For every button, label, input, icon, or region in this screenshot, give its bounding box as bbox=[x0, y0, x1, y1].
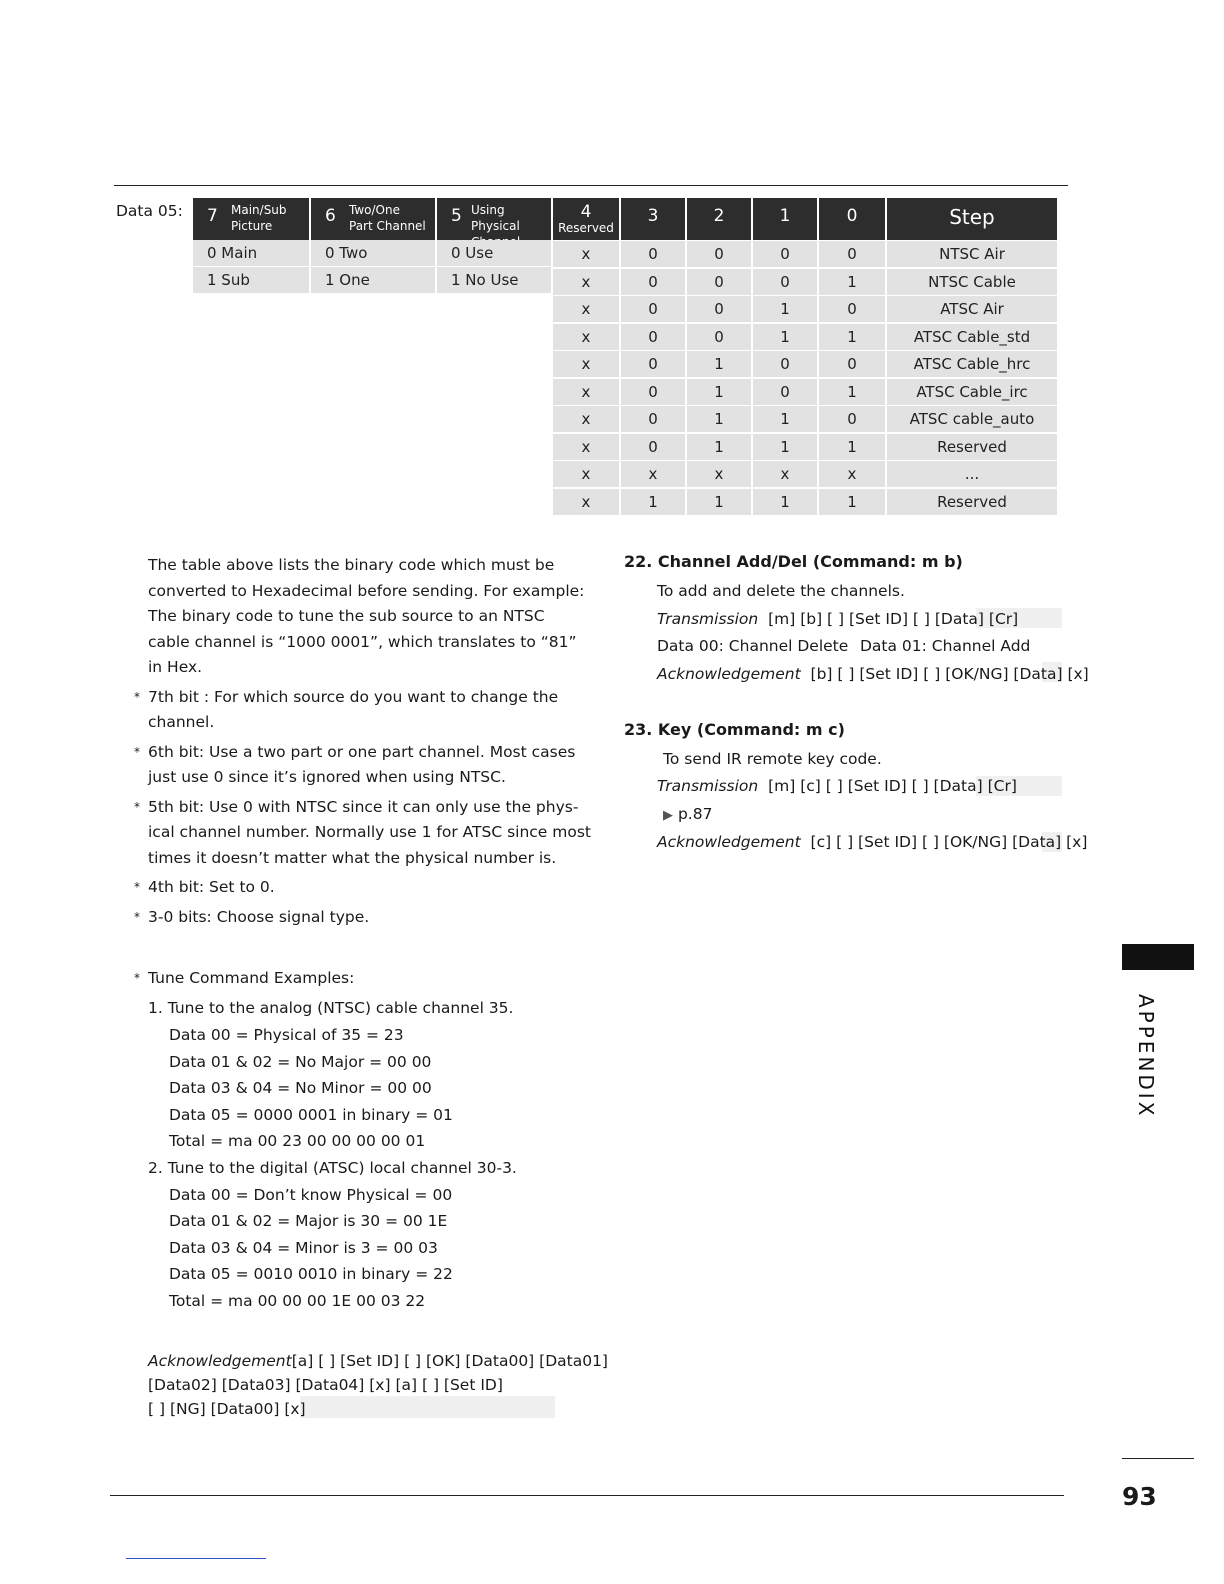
bit-cell: 1 bbox=[687, 489, 753, 516]
ack-label-2: Acknowledgement bbox=[657, 833, 801, 851]
top-rule bbox=[114, 185, 1068, 186]
intro-text: in Hex. bbox=[148, 658, 203, 676]
bit-cell: 0 bbox=[753, 379, 819, 406]
table-cell: 1 One bbox=[311, 267, 437, 294]
step-cell: ATSC Air bbox=[887, 296, 1059, 323]
table-cell: 0 Two bbox=[311, 240, 437, 267]
bit-cell: 1 bbox=[687, 406, 753, 433]
table-cell: 1 Sub bbox=[193, 267, 311, 294]
bullet-text: 6th bit: Use a two part or one part channel. Most cases bbox=[148, 742, 576, 761]
bit-cell: 0 bbox=[819, 241, 887, 268]
header-cell-8 bbox=[887, 198, 1059, 240]
bit-cell: 0 bbox=[687, 324, 753, 351]
header-bit-label: Reserved bbox=[558, 221, 614, 235]
bit-cell: x bbox=[553, 406, 621, 433]
bit-cell: 0 bbox=[621, 324, 687, 351]
bullet-marker: * bbox=[134, 689, 140, 704]
bit-cell: 0 bbox=[621, 269, 687, 296]
example-1-line: Data 03 & 04 = No Minor = 00 00 bbox=[169, 1079, 432, 1097]
bit-cell: 0 bbox=[621, 241, 687, 268]
bit-cell: 1 bbox=[819, 434, 887, 461]
bit-cell: x bbox=[553, 296, 621, 323]
header-bit-number: 3 bbox=[647, 206, 659, 226]
s22-ack-value: [b] [ ] [Set ID] [ ] [OK/NG] [Data] [x] bbox=[810, 665, 1089, 683]
bullet-marker: * bbox=[134, 971, 140, 985]
bit-cell: 0 bbox=[621, 434, 687, 461]
bit-cell: 1 bbox=[687, 434, 753, 461]
bit-cell: x bbox=[687, 461, 753, 488]
header-cell-2 bbox=[437, 198, 553, 240]
example-2-line: Data 00 = Don’t know Physical = 00 bbox=[169, 1185, 453, 1204]
bit-cell: x bbox=[553, 489, 621, 516]
s23-acknowledgement bbox=[657, 829, 1087, 855]
transmission-label-2: Transmission bbox=[657, 777, 759, 795]
page-ref: p.87 bbox=[677, 805, 713, 823]
ack-line-2: [Data02] [Data03] [Data04] [x] [a] [ ] [Set ID] bbox=[148, 1376, 503, 1394]
bit-cell: 1 bbox=[819, 324, 887, 351]
bit-cell: x bbox=[553, 461, 621, 488]
bit-cell: x bbox=[553, 379, 621, 406]
example-1-line: Data 05 = 0000 0001 in binary = 01 bbox=[169, 1105, 453, 1124]
bit-cell: 0 bbox=[621, 379, 687, 406]
step-cell: NTSC Cable bbox=[887, 269, 1059, 296]
bullet-text: 5th bit: Use 0 with NTSC since it can only use the phys- bbox=[148, 797, 579, 816]
header-cell-4 bbox=[621, 198, 687, 240]
header-bit-number: 1 bbox=[779, 206, 791, 226]
bit-cell: 0 bbox=[621, 406, 687, 433]
ack-shade-left bbox=[300, 1396, 555, 1418]
step-cell: Reserved bbox=[887, 489, 1059, 516]
table-cell: 1 No Use bbox=[437, 267, 553, 294]
bottom-rule bbox=[110, 1495, 1064, 1496]
header-cell-1 bbox=[311, 198, 437, 240]
ack-line-1-value: [a] [ ] [Set ID] [ ] [OK] [Data00] [Data01] bbox=[291, 1352, 608, 1370]
bullet-marker: * bbox=[134, 744, 140, 759]
bullet-marker: * bbox=[134, 880, 140, 894]
header-bit-number: 5 bbox=[451, 206, 462, 226]
transmission-label: Transmission bbox=[657, 610, 759, 628]
s22-tx-value: [m] [b] [ ] [Set ID] [ ] [Data] [Cr] bbox=[768, 610, 1019, 628]
bit-cell: 1 bbox=[753, 489, 819, 516]
s22-acknowledgement bbox=[657, 661, 1089, 687]
example-1-line: Total = ma 00 23 00 00 00 00 01 bbox=[169, 1132, 426, 1150]
bit-cell: 0 bbox=[687, 296, 753, 323]
s22-transmission bbox=[657, 606, 1018, 632]
header-bit-number: 6 bbox=[325, 206, 336, 226]
intro-text: cable channel is “1000 0001”, which translates to “81” bbox=[148, 632, 577, 651]
intro-text: The table above lists the binary code which must be bbox=[148, 556, 555, 574]
examples-title: Tune Command Examples: bbox=[148, 969, 355, 987]
section-23-desc: To send IR remote key code. bbox=[663, 750, 882, 768]
step-cell: ATSC Cable_hrc bbox=[887, 351, 1059, 378]
bit-cell: 1 bbox=[819, 489, 887, 516]
section-tab-block bbox=[1122, 944, 1194, 970]
s23-reference bbox=[663, 801, 712, 829]
bit-cell: 0 bbox=[819, 406, 887, 433]
bit-cell: 1 bbox=[753, 406, 819, 433]
bullet-text: 7th bit : For which source do you want to change the bbox=[148, 687, 559, 706]
table-cell: 0 Main bbox=[193, 240, 311, 267]
section-label: APPENDIX bbox=[1134, 994, 1158, 1119]
header-bit-label: Main/Sub Picture bbox=[231, 203, 287, 233]
bullet-text: 4th bit: Set to 0. bbox=[148, 878, 275, 896]
s23-ack-value: [c] [ ] [Set ID] [ ] [OK/NG] [Data] [x] bbox=[810, 833, 1088, 851]
header-cell-0 bbox=[193, 198, 311, 240]
step-cell: ATSC Cable_std bbox=[887, 324, 1059, 351]
bit-cell: 1 bbox=[687, 351, 753, 378]
example-2-line: Data 03 & 04 = Minor is 3 = 00 03 bbox=[169, 1238, 438, 1257]
example-2-title: 2. Tune to the digital (ATSC) local channel 30-3. bbox=[148, 1158, 517, 1177]
bit-cell: x bbox=[553, 324, 621, 351]
bit-cell: 0 bbox=[753, 351, 819, 378]
bullet-marker: * bbox=[134, 909, 140, 924]
bullet-text: channel. bbox=[148, 713, 215, 731]
s22-data-b: Data 01: Channel Add bbox=[860, 637, 1031, 655]
bit-cell: 0 bbox=[753, 269, 819, 296]
step-cell: ATSC cable_auto bbox=[887, 406, 1059, 433]
intro-text: The binary code to tune the sub source to an NTSC bbox=[148, 607, 545, 625]
bit-cell: 1 bbox=[753, 296, 819, 323]
bit-cell: 1 bbox=[753, 434, 819, 461]
arrow-right-icon: ▶ bbox=[663, 808, 673, 823]
example-2-line: Total = ma 00 00 00 1E 00 03 22 bbox=[169, 1291, 426, 1310]
header-cell-3 bbox=[553, 198, 621, 240]
step-cell: Reserved bbox=[887, 434, 1059, 461]
header-bit-number: 2 bbox=[713, 206, 725, 226]
intro-text: converted to Hexadecimal before sending. For example: bbox=[148, 581, 585, 600]
header-bit-number: 4 bbox=[580, 202, 592, 222]
header-bit-number: 7 bbox=[207, 206, 218, 226]
header-bit-label: Two/One Part Channel bbox=[349, 203, 426, 233]
bit-cell: 1 bbox=[621, 489, 687, 516]
bullet-text: 3-0 bits: Choose signal type. bbox=[148, 907, 370, 926]
s22-data-a: Data 00: Channel Delete bbox=[657, 637, 849, 655]
bit-cell: 0 bbox=[687, 241, 753, 268]
header-cell-7 bbox=[819, 198, 887, 240]
header-cell-6 bbox=[753, 198, 819, 240]
bullet-text: ical channel number. Normally use 1 for ATSC since most bbox=[148, 823, 592, 841]
bit-cell: 1 bbox=[753, 324, 819, 351]
s23-transmission bbox=[657, 773, 1017, 799]
section-22-title: 22. Channel Add/Del (Command: m b) bbox=[624, 552, 963, 571]
bit-cell: 0 bbox=[621, 351, 687, 378]
example-1-line: Data 00 = Physical of 35 = 23 bbox=[169, 1026, 404, 1044]
bit-cell: x bbox=[553, 434, 621, 461]
data05-label: Data 05: bbox=[116, 202, 183, 220]
header-cell-5 bbox=[687, 198, 753, 240]
example-2-line: Data 05 = 0010 0010 in binary = 22 bbox=[169, 1265, 453, 1283]
ack-label: Acknowledgement bbox=[657, 665, 801, 683]
bit-cell: x bbox=[553, 241, 621, 268]
bit-cell: 0 bbox=[753, 241, 819, 268]
bullet-text: times it doesn’t matter what the physical number is. bbox=[148, 848, 557, 867]
bit-cell: 1 bbox=[819, 379, 887, 406]
bit-cell: 0 bbox=[687, 269, 753, 296]
bit-cell: 1 bbox=[687, 379, 753, 406]
ack-line-1 bbox=[148, 1348, 608, 1374]
bullet-text: just use 0 since it’s ignored when using NTSC. bbox=[148, 768, 506, 786]
bit-cell: x bbox=[753, 461, 819, 488]
pagenum-rule bbox=[1122, 1458, 1194, 1459]
bit-cell: x bbox=[819, 461, 887, 488]
section-22-desc: To add and delete the channels. bbox=[657, 582, 905, 600]
bit-cell: 0 bbox=[819, 296, 887, 323]
bit-cell: 0 bbox=[819, 351, 887, 378]
bit-cell: 0 bbox=[621, 296, 687, 323]
bit-cell: x bbox=[621, 461, 687, 488]
page-number: 93 bbox=[1122, 1482, 1157, 1511]
step-cell: ATSC Cable_irc bbox=[887, 379, 1059, 406]
example-2-line: Data 01 & 02 = Major is 30 = 00 1E bbox=[169, 1212, 448, 1230]
header-step-label: Step bbox=[949, 205, 995, 229]
step-cell: ... bbox=[887, 461, 1059, 488]
bit-cell: 1 bbox=[819, 269, 887, 296]
example-1-title: 1. Tune to the analog (NTSC) cable channel 35. bbox=[148, 999, 514, 1017]
section-23-title: 23. Key (Command: m c) bbox=[624, 720, 845, 739]
s23-tx-value: [m] [c] [ ] [Set ID] [ ] [Data] [Cr] bbox=[768, 777, 1017, 795]
bullet-marker: * bbox=[134, 799, 140, 814]
example-1-line: Data 01 & 02 = No Major = 00 00 bbox=[169, 1052, 432, 1071]
header-bit-label: Using Physical bbox=[471, 203, 520, 233]
ack-line-3: [ ] [NG] [Data00] [x] bbox=[148, 1400, 306, 1418]
bit-cell: x bbox=[553, 351, 621, 378]
table-cell: 0 Use bbox=[437, 240, 553, 267]
step-cell: NTSC Air bbox=[887, 241, 1059, 268]
footer-link-rule bbox=[126, 1558, 266, 1559]
ack-label-left: Acknowledgement bbox=[148, 1352, 292, 1370]
bit-cell: x bbox=[553, 269, 621, 296]
header-bit-number: 0 bbox=[846, 206, 858, 226]
